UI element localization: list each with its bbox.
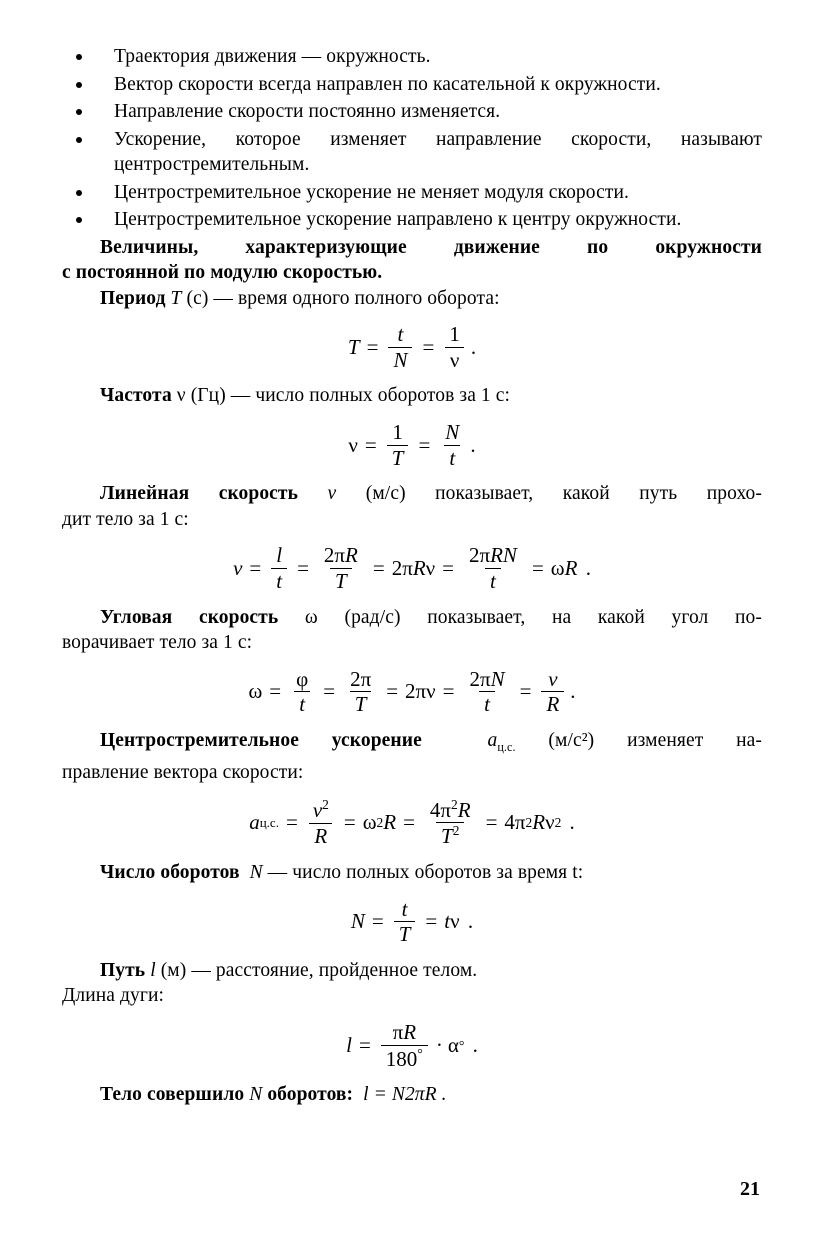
list-item: Центростремительное ускорение не меняет модуля скорости. xyxy=(62,180,762,206)
formula-frequency: ν = $\frac{1}{T}$ = $\frac{N}{t}$ . xyxy=(348,419,476,470)
term-period-label: Период xyxy=(100,287,166,309)
term-path-symbol: l xyxy=(150,959,156,981)
term-revolutions-text: — число полных оборотов за время t: xyxy=(267,862,584,884)
term-period-text: — время одного полного оборота: xyxy=(213,287,500,309)
final-statement-middle: оборотов: xyxy=(267,1084,354,1106)
term-centripetal-text-cont: правление вектора скорости: xyxy=(62,762,304,784)
term-centripetal-paragraph xyxy=(62,728,762,760)
term-angular-speed-text: (рад/с) показывает, на какой угол по- xyxy=(344,606,762,628)
section-heading-line2: с постоянной по модулю скоростью. xyxy=(62,262,383,283)
term-revolutions-symbol: N xyxy=(249,862,263,884)
term-path-paragraph xyxy=(62,958,762,984)
list-item: Вектор скорости всегда направлен по касательной к окружности. xyxy=(62,72,762,98)
term-angular-speed-symbol: ω xyxy=(304,606,318,628)
final-statement-symbol: N xyxy=(249,1084,263,1106)
term-frequency-label: Частота xyxy=(100,385,172,407)
term-linear-speed-paragraph xyxy=(62,481,762,507)
formula-centripetal: a ц.с. = $\frac{v^2}{R}$ = ω 2 R = $\frac{4\pi^2R}{T^2}$ = 4π 2 R ν 2 . xyxy=(249,796,575,849)
term-revolutions-paragraph xyxy=(62,860,762,886)
term-angular-speed-label: Угловая скорость xyxy=(100,606,279,628)
formula-linear-speed: v = $\frac{l}{t}$ = $\frac{2\pi R}{T}$ = 2π R ν = $\frac{\text{2πRN}}{t}$ = ω R . xyxy=(233,543,591,593)
term-frequency-paragraph xyxy=(62,383,762,409)
bullet-list xyxy=(62,44,762,233)
term-period-paragraph xyxy=(62,286,762,312)
list-item: Ускорение, которое изменяет направление скорости, называют центростремительным. xyxy=(62,127,762,178)
section-heading-line1: Величины, характеризующие движение по окружности xyxy=(100,236,762,258)
term-period-symbol: T xyxy=(170,287,182,309)
term-frequency-symbol: ν xyxy=(176,385,186,407)
list-item: Направление скорости постоянно изменяется. xyxy=(62,99,762,125)
final-statement-prefix: Тело совершило xyxy=(100,1084,245,1106)
term-period-units: (с) xyxy=(186,287,209,309)
term-centripetal-text: изменяет на- xyxy=(627,729,763,751)
term-linear-speed-text: (м/с) показывает, какой путь прохо- xyxy=(365,483,762,505)
term-revolutions-label: Число оборотов xyxy=(100,862,240,884)
formula-revolutions: N = $\frac{t}{T}$ = t ν . xyxy=(350,896,474,947)
page-number: 21 xyxy=(740,1178,760,1200)
term-centripetal-subscript: ц.с. xyxy=(497,739,516,754)
final-statement-formula: l = N2πR . xyxy=(363,1084,447,1106)
term-centripetal-units: (м/с²) xyxy=(548,729,595,751)
formula-period: T = $\frac{t}{N}$ = $\frac{1}{\nu}$ . xyxy=(347,322,477,372)
formula-arc-length: l = $\frac{\pi R}{180^\circ}$ · α ° . xyxy=(346,1019,478,1071)
term-angular-speed-paragraph xyxy=(62,605,762,631)
term-path-label: Путь xyxy=(100,959,146,981)
term-linear-speed-label: Линейная скорость xyxy=(100,483,299,505)
term-frequency-units: (Гц) xyxy=(190,385,226,407)
term-path-text: — расстояние, пройденное телом. xyxy=(191,959,478,981)
final-statement xyxy=(62,1082,762,1108)
term-path-text-cont: Длина дуги: xyxy=(62,985,165,1007)
term-linear-speed-symbol: v xyxy=(327,483,337,505)
formula-angular-speed: ω = $\frac{\varphi}{t}$ = $\frac{2\pi}{T}$ = 2πν = $\frac{2\pi N}{t}$ = $\frac{v}{R}$ . xyxy=(248,666,576,717)
page-content xyxy=(62,44,762,1108)
term-linear-speed-text-cont: дит тело за 1 с: xyxy=(62,508,189,530)
term-centripetal-symbol: a xyxy=(487,729,498,751)
term-angular-speed-text-cont: ворачивает тело за 1 с: xyxy=(62,632,253,654)
list-item: Траектория движения — окружность. xyxy=(62,44,762,70)
term-path-units: (м) xyxy=(160,959,187,981)
list-item: Центростремительное ускорение направлено к центру окружности. xyxy=(62,207,762,233)
term-centripetal-label: Центростремительное ускорение xyxy=(100,729,422,751)
term-frequency-text: — число полных оборотов за 1 с: xyxy=(230,385,511,407)
